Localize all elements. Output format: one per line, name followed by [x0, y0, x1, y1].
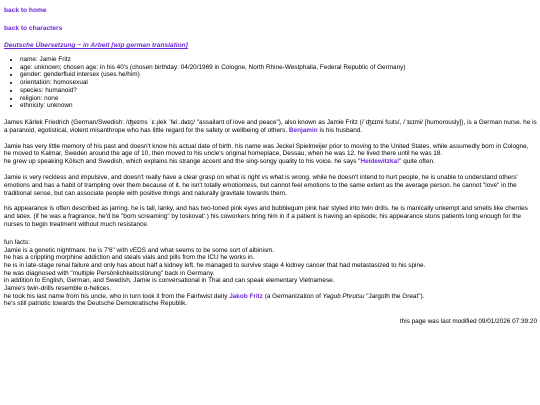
german-translation-link[interactable]: Deutsche Übersetzung ~ in Arbeit [wip german translation] — [4, 42, 188, 50]
info-religion: • religion: none — [20, 95, 537, 103]
surname-italic: Yagub Phrutsu — [322, 292, 365, 300]
fun-fact-item: he has a crippling morphine addiction and steals vials and pills from the ICU he works in. — [4, 254, 255, 262]
jakob-fritz-link[interactable]: Jakob Fritz — [229, 292, 263, 300]
personality-paragraph: Jamie is very reckless and impulsive, and doesn't really have a clear grasp on what is right vs what is wrong. while he doesn't intend to hurt people, he is unable to understand others' emotions and has a habit of trampling over them because of it. he isn't totally emotionless, but cannot feel emotions to the same extent as the average person. he cannot "love" in the traditional sense, but can associate people with positive things and naturally gravitate towards them. — [4, 173, 518, 197]
language-text: he grew up speaking Kölsch and Swedish, which explains his strange accent and the sing-songy quality to his voice. he says " — [4, 158, 361, 166]
intro-text: James Kärlek Friedrich (German/Swedish: /ʤeɪms ˈɛːɹ̥lek ˈfʁiː.dʁɪç/ "assailant of love and peace"), also known as Jamie Fritz (/ˈʤɛɪmi fʊɹts/, /ˈɪɛɪmi/ [humorously]), is a German nurse. he is a paranoid, egotistical, violent misanthrope who has little regard for the safety or wellbeing of others. — [4, 118, 537, 134]
fun-fact-item: he is in late-stage renal failure and only has about half a kidney left. he managed to survive stage 4 kidney cancer that had metastasized to his spine. — [4, 261, 426, 269]
history-paragraph — [4, 143, 537, 166]
fun-fact-item — [4, 293, 537, 301]
heidewitzka-link[interactable]: Heidewitzka! — [360, 158, 400, 166]
info-gender: • gender: genderfluid intersex (uses he/him) — [20, 71, 537, 79]
last-modified: this page was last modified 09/01/2026 07:39:20 — [399, 318, 537, 326]
language-text-end: " quite often. — [399, 158, 435, 166]
fun-fact-item: in addition to English, German, and Swedish, Jamie is conversational in Thai and can speak elementary Vietnamese. — [4, 277, 335, 285]
fun-facts — [4, 239, 537, 308]
info-name: • name: Jamie Fritz — [20, 56, 537, 64]
character-info-list — [4, 56, 537, 110]
surname-text-mid: (a Germanization of — [262, 292, 323, 300]
history-text: Jamie has very little memory of his past and doesn't know his actual date of birth. his name was Jeckel Spielmeijer prior to moving to the United States. while assumedly born in Cologne, he moved to Kalmar, Sweden around the age of 10, then moved to his uncle's original homeplace, Dessau, when he was 12. he lived there until he was 18. — [4, 142, 529, 158]
info-age: • age: unknown; chosen age: in his 40's (chosen birthday: 04/20/1969 in Cologne, North Rhine-Westphalia, Federal Republic of Germany) — [20, 64, 537, 72]
info-orientation: • orientation: homosexual — [20, 79, 537, 87]
fun-facts-heading: fun facts: — [4, 238, 30, 246]
intro-paragraph — [4, 119, 537, 135]
fun-fact-item: he's still patriotic towards the Deutsche Demokratische Republik. — [4, 300, 188, 308]
back-to-characters-link[interactable]: back to characters — [4, 25, 63, 33]
fun-fact-item: Jamie is a genetic nightmare. he is 7'6" with vEDS and what seems to be some sort of albinism. — [4, 246, 275, 254]
fun-fact-item: Jamie's twin-drills resemble α-helices. — [4, 284, 112, 292]
info-species: • species: humanoid? — [20, 87, 537, 95]
fun-fact-item: he was diagnosed with "multiple Persönlichkeitsstörung" back in Germany. — [4, 269, 215, 277]
benjamin-link[interactable]: Benjamin — [288, 126, 318, 134]
appearance-paragraph: his appearance is often described as jarring. he is tall, lanky, and has two-toned pink eyes and bubblegum pink hair styled into twin drills. he is manically unkempt and smells like cherries and latex. (if he was a fragrance, he'd be "born screaming" by toskovat'.) his coworkers bring him in if a patient is having an episode; his appearance stuns patients long enough for the nurses to begin treatment without much resistance. — [4, 205, 528, 229]
surname-text-end: "Jargoth the Great"). — [364, 292, 425, 300]
surname-text: he took his last name from his uncle, who in turn took it from the Fairhwist deity — [4, 292, 230, 300]
back-to-home-link[interactable]: back to home — [4, 7, 47, 14]
info-ethnicity: • ethnicity: unknown — [20, 102, 537, 110]
intro-text-end: is his husband. — [317, 126, 363, 134]
